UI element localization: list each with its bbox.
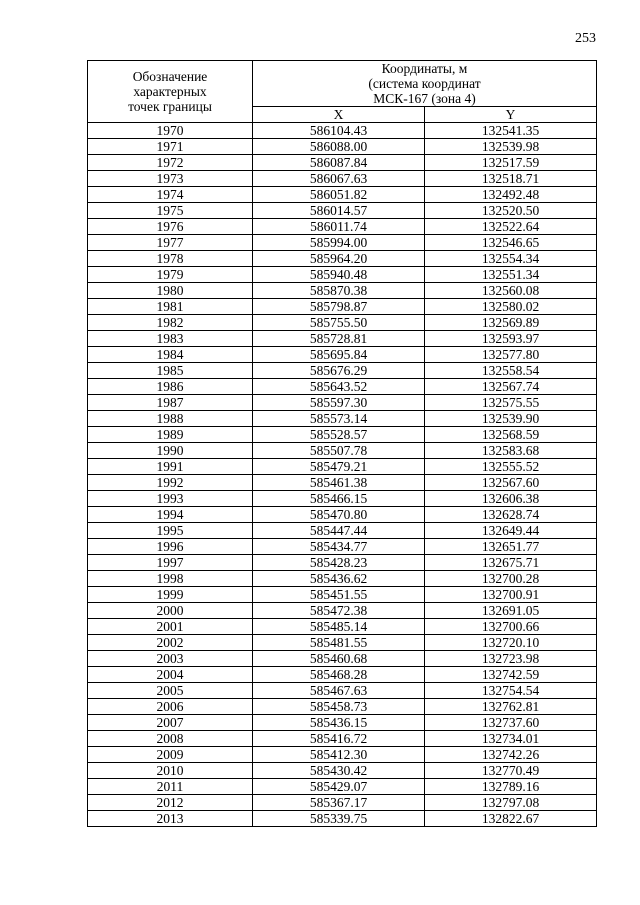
point-cell: 2012 [88, 795, 253, 811]
y-column-header: Y [425, 107, 597, 123]
x-cell: 585481.55 [253, 635, 425, 651]
table-row [88, 635, 597, 651]
table-row [88, 539, 597, 555]
x-cell: 586014.57 [253, 203, 425, 219]
table-body [88, 123, 597, 827]
x-cell: 585428.23 [253, 555, 425, 571]
coords-header-line: Координаты, м [381, 61, 468, 76]
point-cell: 1972 [88, 155, 253, 171]
table-row [88, 363, 597, 379]
table-row [88, 731, 597, 747]
y-cell: 132520.50 [425, 203, 597, 219]
table-row [88, 795, 597, 811]
point-cell: 2009 [88, 747, 253, 763]
point-cell: 1981 [88, 299, 253, 315]
table-row [88, 603, 597, 619]
x-cell: 585429.07 [253, 779, 425, 795]
point-column-header [88, 61, 253, 123]
table-row [88, 779, 597, 795]
x-cell: 585964.20 [253, 251, 425, 267]
table-row [88, 699, 597, 715]
point-cell: 1970 [88, 123, 253, 139]
coords-header-line: МСК-167 (зона 4) [373, 91, 476, 106]
table-row [88, 427, 597, 443]
point-cell: 1978 [88, 251, 253, 267]
x-column-header: X [253, 107, 425, 123]
point-cell: 1989 [88, 427, 253, 443]
x-cell: 585728.81 [253, 331, 425, 347]
y-cell: 132567.74 [425, 379, 597, 395]
point-cell: 2004 [88, 667, 253, 683]
table-row [88, 683, 597, 699]
table-row [88, 619, 597, 635]
x-cell: 585798.87 [253, 299, 425, 315]
table-row [88, 747, 597, 763]
x-cell: 585460.68 [253, 651, 425, 667]
table-row [88, 155, 597, 171]
x-cell: 585485.14 [253, 619, 425, 635]
coordinates-table [87, 60, 597, 827]
x-cell: 585573.14 [253, 411, 425, 427]
point-cell: 1990 [88, 443, 253, 459]
point-cell: 2001 [88, 619, 253, 635]
x-cell: 586087.84 [253, 155, 425, 171]
y-cell: 132517.59 [425, 155, 597, 171]
y-cell: 132560.08 [425, 283, 597, 299]
table-row [88, 171, 597, 187]
y-cell: 132539.98 [425, 139, 597, 155]
table-row [88, 763, 597, 779]
point-header-line: характерных [133, 84, 207, 99]
x-cell: 585412.30 [253, 747, 425, 763]
y-cell: 132737.60 [425, 715, 597, 731]
x-cell: 585430.42 [253, 763, 425, 779]
table-row [88, 651, 597, 667]
x-cell: 585436.15 [253, 715, 425, 731]
table-row [88, 587, 597, 603]
x-cell: 586067.63 [253, 171, 425, 187]
point-cell: 1997 [88, 555, 253, 571]
point-cell: 1984 [88, 347, 253, 363]
point-cell: 2013 [88, 811, 253, 827]
x-cell: 585940.48 [253, 267, 425, 283]
y-cell: 132567.60 [425, 475, 597, 491]
x-cell: 586051.82 [253, 187, 425, 203]
y-cell: 132575.55 [425, 395, 597, 411]
y-cell: 132606.38 [425, 491, 597, 507]
y-cell: 132700.66 [425, 619, 597, 635]
x-cell: 585479.21 [253, 459, 425, 475]
x-cell: 585676.29 [253, 363, 425, 379]
table-row [88, 251, 597, 267]
y-cell: 132700.28 [425, 571, 597, 587]
point-cell: 1992 [88, 475, 253, 491]
x-cell: 585458.73 [253, 699, 425, 715]
y-cell: 132742.59 [425, 667, 597, 683]
table-row [88, 235, 597, 251]
table-row [88, 139, 597, 155]
table-row [88, 187, 597, 203]
point-cell: 1977 [88, 235, 253, 251]
y-cell: 132492.48 [425, 187, 597, 203]
x-cell: 585695.84 [253, 347, 425, 363]
table-row [88, 331, 597, 347]
point-cell: 1998 [88, 571, 253, 587]
point-cell: 1986 [88, 379, 253, 395]
table-row [88, 267, 597, 283]
x-cell: 585466.15 [253, 491, 425, 507]
point-cell: 1987 [88, 395, 253, 411]
x-cell: 585755.50 [253, 315, 425, 331]
point-cell: 1995 [88, 523, 253, 539]
y-cell: 132628.74 [425, 507, 597, 523]
point-cell: 1973 [88, 171, 253, 187]
x-cell: 586011.74 [253, 219, 425, 235]
x-cell: 585528.57 [253, 427, 425, 443]
point-cell: 1982 [88, 315, 253, 331]
x-cell: 585994.00 [253, 235, 425, 251]
point-cell: 2010 [88, 763, 253, 779]
y-cell: 132555.52 [425, 459, 597, 475]
point-cell: 1976 [88, 219, 253, 235]
y-cell: 132577.80 [425, 347, 597, 363]
point-cell: 1980 [88, 283, 253, 299]
x-cell: 585436.62 [253, 571, 425, 587]
point-cell: 1971 [88, 139, 253, 155]
y-cell: 132762.81 [425, 699, 597, 715]
x-cell: 585870.38 [253, 283, 425, 299]
x-cell: 585434.77 [253, 539, 425, 555]
table-row [88, 123, 597, 139]
y-cell: 132770.49 [425, 763, 597, 779]
x-cell: 585339.75 [253, 811, 425, 827]
x-cell: 585597.30 [253, 395, 425, 411]
point-cell: 2003 [88, 651, 253, 667]
point-cell: 1994 [88, 507, 253, 523]
point-header-line: точек границы [128, 99, 212, 114]
table-row [88, 715, 597, 731]
y-cell: 132522.64 [425, 219, 597, 235]
x-cell: 586104.43 [253, 123, 425, 139]
table-row [88, 459, 597, 475]
x-cell: 585507.78 [253, 443, 425, 459]
y-cell: 132518.71 [425, 171, 597, 187]
table-row [88, 475, 597, 491]
point-cell: 2008 [88, 731, 253, 747]
y-cell: 132675.71 [425, 555, 597, 571]
y-cell: 132754.54 [425, 683, 597, 699]
point-cell: 1988 [88, 411, 253, 427]
y-cell: 132797.08 [425, 795, 597, 811]
point-cell: 1979 [88, 267, 253, 283]
x-cell: 585367.17 [253, 795, 425, 811]
table-row [88, 555, 597, 571]
point-cell: 2005 [88, 683, 253, 699]
y-cell: 132583.68 [425, 443, 597, 459]
y-cell: 132742.26 [425, 747, 597, 763]
point-cell: 2007 [88, 715, 253, 731]
x-cell: 586088.00 [253, 139, 425, 155]
point-cell: 1993 [88, 491, 253, 507]
table-row [88, 283, 597, 299]
table-row [88, 523, 597, 539]
table-row [88, 443, 597, 459]
y-cell: 132568.59 [425, 427, 597, 443]
coords-header-line: (система координат [368, 76, 481, 91]
point-cell: 1996 [88, 539, 253, 555]
point-cell: 2011 [88, 779, 253, 795]
x-cell: 585416.72 [253, 731, 425, 747]
table-row [88, 203, 597, 219]
table-row [88, 395, 597, 411]
table-row [88, 379, 597, 395]
x-cell: 585447.44 [253, 523, 425, 539]
x-cell: 585643.52 [253, 379, 425, 395]
table-row [88, 811, 597, 827]
table-header [88, 61, 597, 123]
y-cell: 132546.65 [425, 235, 597, 251]
table-row [88, 491, 597, 507]
x-cell: 585467.63 [253, 683, 425, 699]
y-cell: 132580.02 [425, 299, 597, 315]
y-cell: 132651.77 [425, 539, 597, 555]
table-row [88, 315, 597, 331]
y-cell: 132822.67 [425, 811, 597, 827]
point-cell: 2006 [88, 699, 253, 715]
y-cell: 132593.97 [425, 331, 597, 347]
table-row [88, 347, 597, 363]
table-row [88, 667, 597, 683]
y-cell: 132723.98 [425, 651, 597, 667]
table-row [88, 507, 597, 523]
y-cell: 132551.34 [425, 267, 597, 283]
y-cell: 132734.01 [425, 731, 597, 747]
x-cell: 585451.55 [253, 587, 425, 603]
table-row [88, 571, 597, 587]
point-cell: 1974 [88, 187, 253, 203]
point-header-line: Обозначение [132, 69, 208, 84]
table-row [88, 219, 597, 235]
x-cell: 585468.28 [253, 667, 425, 683]
y-cell: 132700.91 [425, 587, 597, 603]
x-cell: 585470.80 [253, 507, 425, 523]
y-cell: 132569.89 [425, 315, 597, 331]
y-cell: 132691.05 [425, 603, 597, 619]
y-cell: 132789.16 [425, 779, 597, 795]
y-cell: 132541.35 [425, 123, 597, 139]
table-row [88, 411, 597, 427]
point-cell: 1975 [88, 203, 253, 219]
x-cell: 585472.38 [253, 603, 425, 619]
y-cell: 132649.44 [425, 523, 597, 539]
point-cell: 1985 [88, 363, 253, 379]
point-cell: 1983 [88, 331, 253, 347]
y-cell: 132558.54 [425, 363, 597, 379]
point-cell: 2002 [88, 635, 253, 651]
coordinates-column-header [253, 61, 597, 107]
point-cell: 2000 [88, 603, 253, 619]
point-cell: 1991 [88, 459, 253, 475]
y-cell: 132720.10 [425, 635, 597, 651]
x-cell: 585461.38 [253, 475, 425, 491]
y-cell: 132554.34 [425, 251, 597, 267]
table-row [88, 299, 597, 315]
point-cell: 1999 [88, 587, 253, 603]
page-number: 253 [575, 31, 596, 46]
y-cell: 132539.90 [425, 411, 597, 427]
